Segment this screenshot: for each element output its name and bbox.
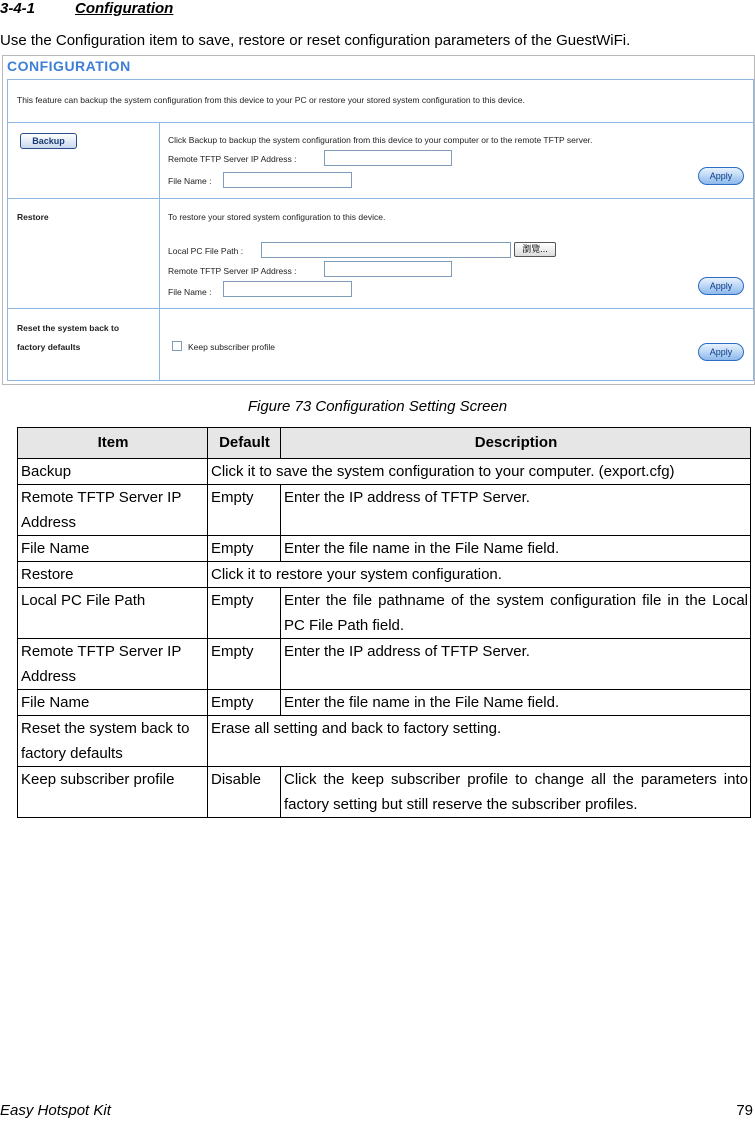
description-cell: Click it to restore your system configuration. xyxy=(208,562,751,588)
restore-label: Restore xyxy=(17,212,49,222)
backup-text: Click Backup to backup the system configuration from this device to your computer or to the remote TFTP server. xyxy=(168,135,593,145)
restore-tftp-label: Remote TFTP Server IP Address : xyxy=(168,266,297,276)
backup-button[interactable]: Backup xyxy=(20,133,77,149)
section-title: Configuration xyxy=(75,0,174,17)
default-cell: Empty xyxy=(208,485,281,536)
figure-caption: Figure 73 Configuration Setting Screen xyxy=(247,398,508,415)
item-cell: Reset the system back to factory defaults xyxy=(18,716,208,767)
item-cell: Remote TFTP Server IP Address xyxy=(18,485,208,536)
header-item: Item xyxy=(18,428,208,459)
table-header-row xyxy=(18,428,751,459)
description-cell: Enter the file name in the File Name field. xyxy=(281,690,751,716)
page-number: 79 xyxy=(736,1102,753,1119)
item-cell: File Name xyxy=(18,536,208,562)
section-heading xyxy=(0,0,173,17)
table-row xyxy=(18,485,751,536)
feature-text: This feature can backup the system configuration from this device to your PC or restore your stored system configuration to this device. xyxy=(17,95,525,105)
description-cell: Enter the file name in the File Name field. xyxy=(281,536,751,562)
table-row xyxy=(18,588,751,639)
restore-apply-button[interactable]: Apply xyxy=(698,277,744,295)
table-row xyxy=(18,459,751,485)
keep-subscriber-checkbox[interactable] xyxy=(172,341,182,351)
local-file-path-input[interactable] xyxy=(261,242,511,258)
table-row xyxy=(18,716,751,767)
description-cell: Click the keep subscriber profile to change all the parameters into factory setting but still reserve the subscriber profiles. xyxy=(281,767,751,818)
table-row xyxy=(18,562,751,588)
backup-file-input[interactable] xyxy=(223,172,352,188)
reset-row xyxy=(8,308,753,381)
header-default: Default xyxy=(208,428,281,459)
browse-button[interactable]: 瀏覽... xyxy=(514,242,556,257)
restore-local-label: Local PC File Path : xyxy=(168,246,244,256)
default-cell: Empty xyxy=(208,588,281,639)
config-panel xyxy=(7,79,754,381)
default-cell: Empty xyxy=(208,690,281,716)
backup-row xyxy=(8,122,753,199)
item-cell: Restore xyxy=(18,562,208,588)
description-table xyxy=(17,427,751,818)
header-description: Description xyxy=(281,428,751,459)
reset-label-line2: factory defaults xyxy=(17,342,81,352)
reset-apply-button[interactable]: Apply xyxy=(698,343,744,361)
restore-text: To restore your stored system configuration to this device. xyxy=(168,212,386,222)
reset-label-line1: Reset the system back to xyxy=(17,323,120,333)
keep-subscriber-label: Keep subscriber profile xyxy=(188,342,275,352)
item-cell: Local PC File Path xyxy=(18,588,208,639)
description-cell: Enter the IP address of TFTP Server. xyxy=(281,485,751,536)
configuration-screenshot xyxy=(2,55,755,385)
description-cell: Enter the file pathname of the system configuration file in the Local PC File Path field. xyxy=(281,588,751,639)
item-cell: Backup xyxy=(18,459,208,485)
backup-file-label: File Name : xyxy=(168,176,212,186)
default-cell: Empty xyxy=(208,536,281,562)
backup-tftp-input[interactable] xyxy=(324,150,452,166)
backup-apply-button[interactable]: Apply xyxy=(698,167,744,185)
item-cell: Remote TFTP Server IP Address xyxy=(18,639,208,690)
screen-title: CONFIGURATION xyxy=(7,58,131,74)
default-cell: Empty xyxy=(208,639,281,690)
table-row xyxy=(18,690,751,716)
item-cell: Keep subscriber profile xyxy=(18,767,208,818)
description-cell: Enter the IP address of TFTP Server. xyxy=(281,639,751,690)
table-row xyxy=(18,767,751,818)
table-row xyxy=(18,536,751,562)
section-number: 3-4-1 xyxy=(0,0,36,17)
default-cell: Disable xyxy=(208,767,281,818)
footer-product: Easy Hotspot Kit xyxy=(0,1102,111,1119)
restore-tftp-input[interactable] xyxy=(324,261,452,277)
description-cell: Click it to save the system configuration to your computer. (export.cfg) xyxy=(208,459,751,485)
backup-tftp-label: Remote TFTP Server IP Address : xyxy=(168,154,297,164)
table-row xyxy=(18,639,751,690)
item-cell: File Name xyxy=(18,690,208,716)
intro-paragraph: Use the Configuration item to save, restore or reset configuration parameters of the GuestWiFi. xyxy=(0,32,631,49)
description-cell: Erase all setting and back to factory setting. xyxy=(208,716,751,767)
restore-file-input[interactable] xyxy=(223,281,352,297)
restore-row xyxy=(8,198,753,309)
restore-file-label: File Name : xyxy=(168,287,212,297)
